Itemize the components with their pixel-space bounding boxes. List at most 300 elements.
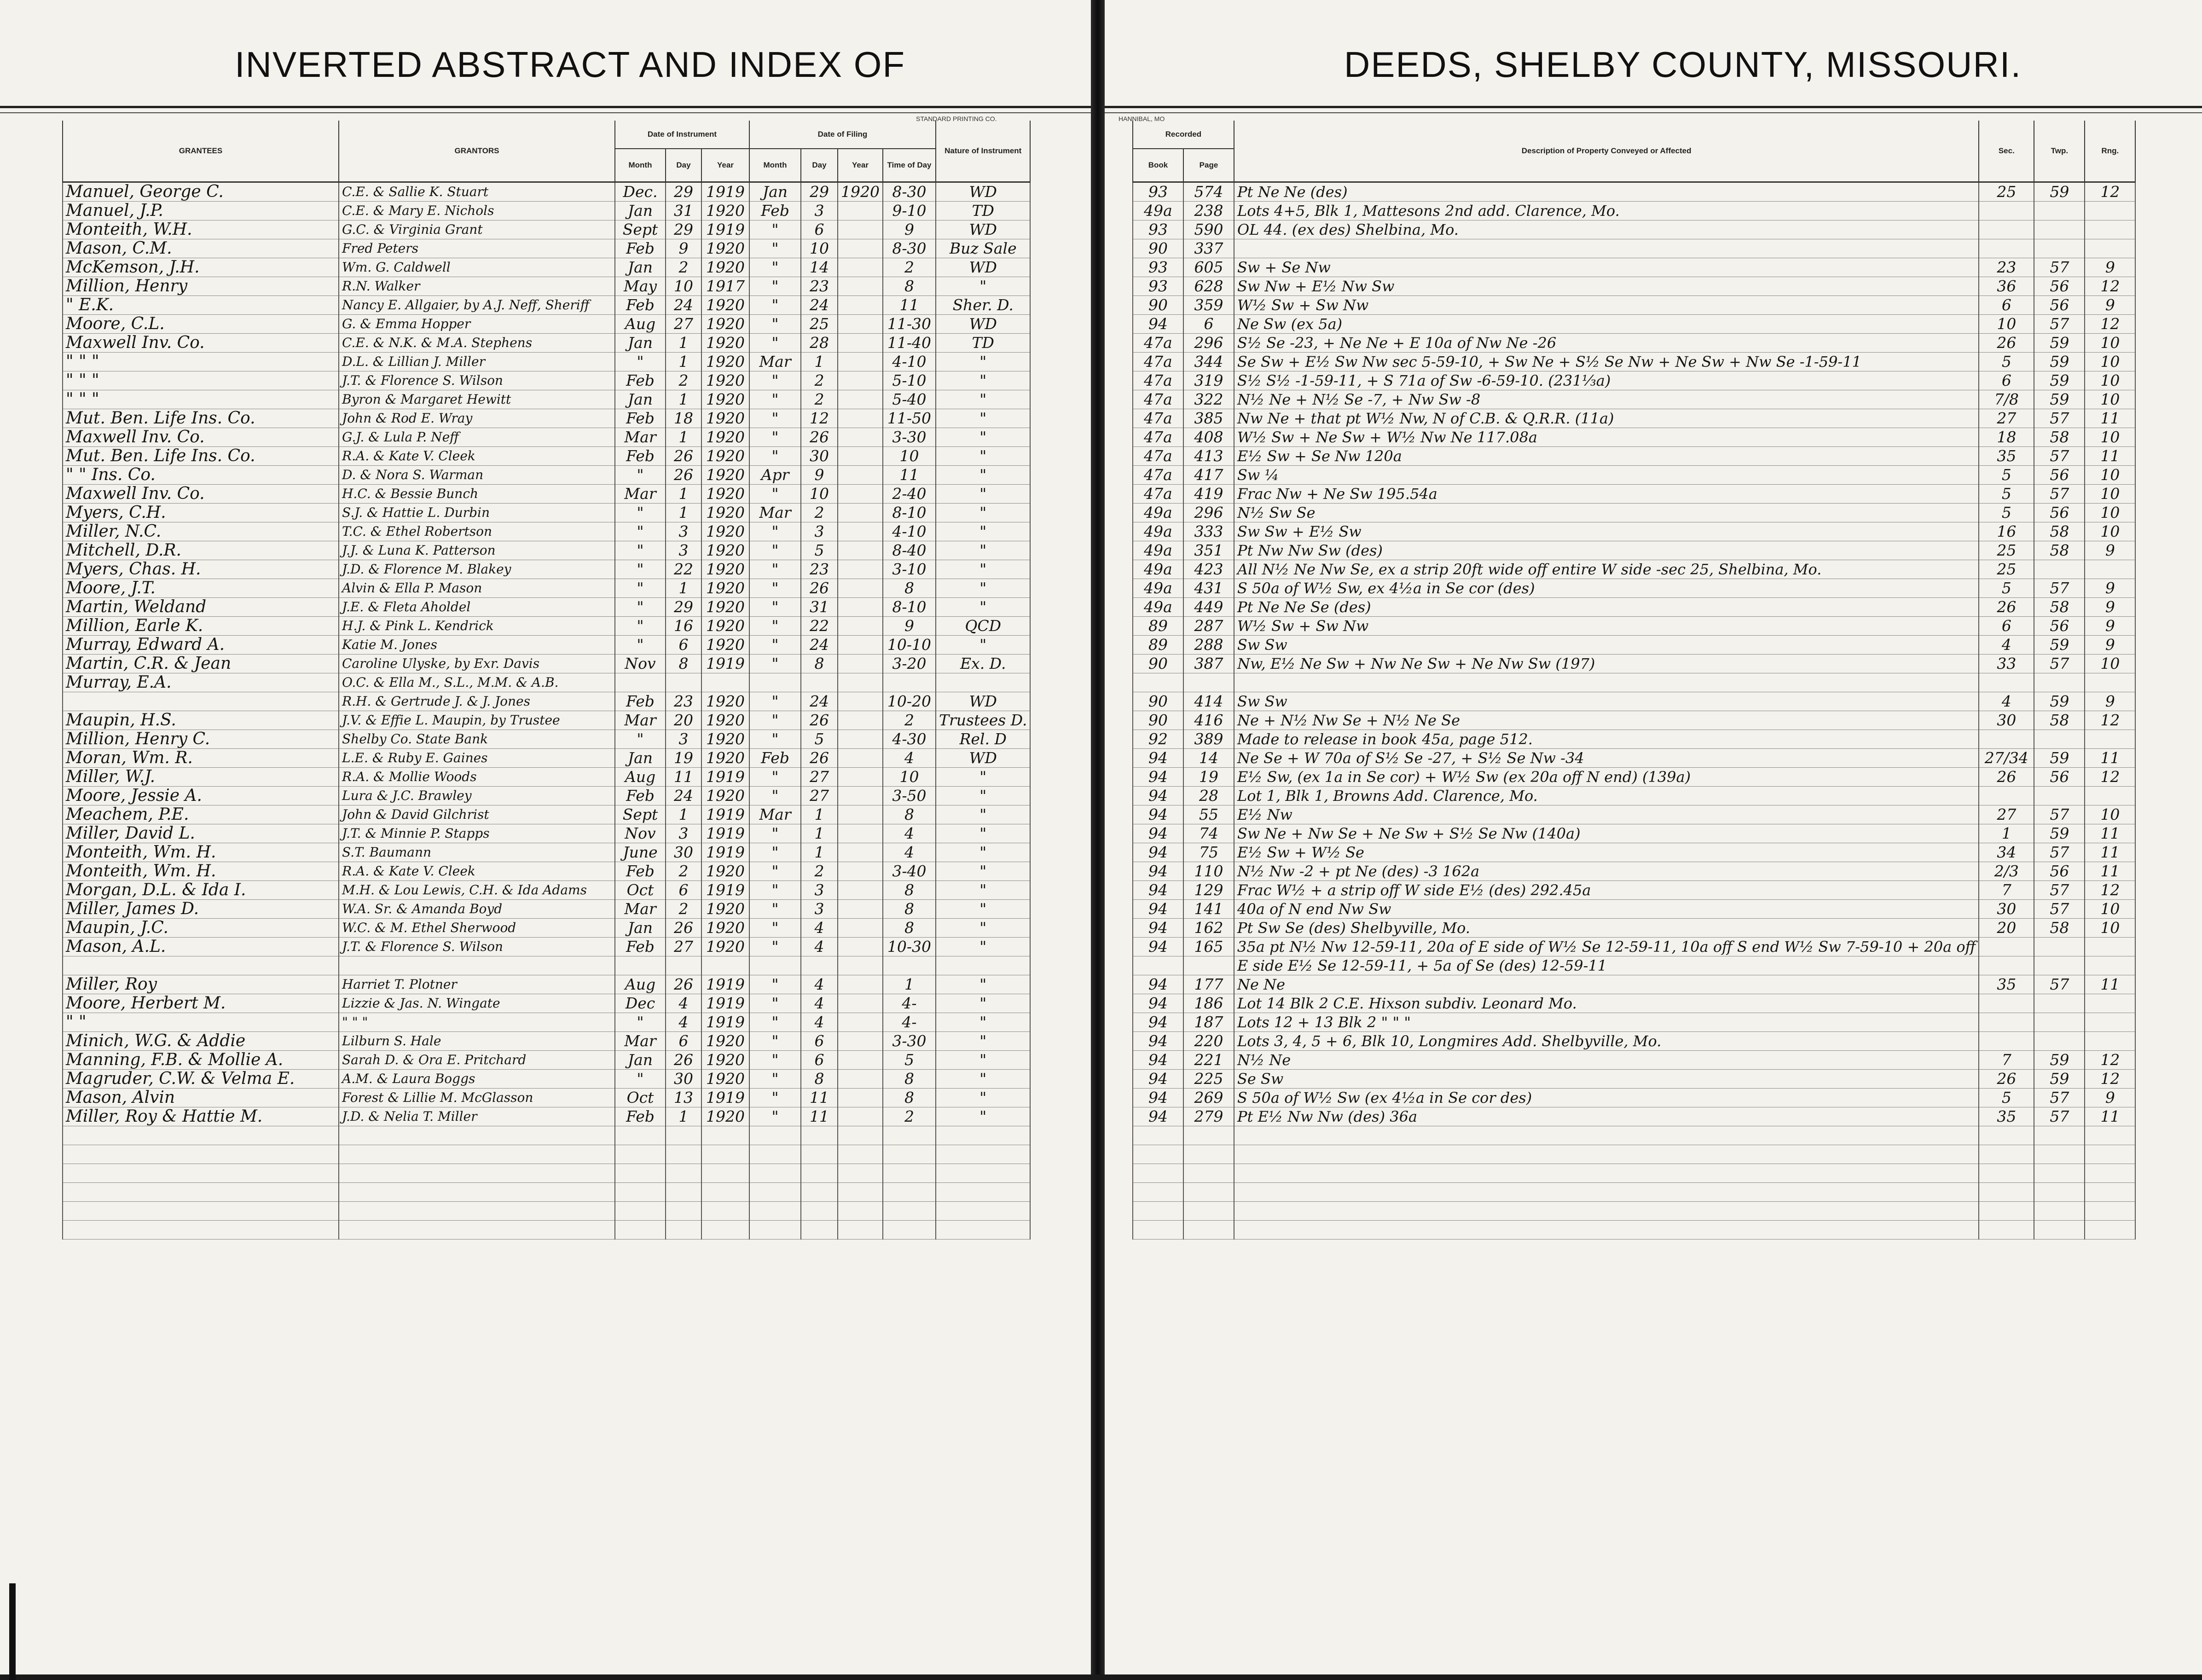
rng-cell: 10: [2085, 428, 2135, 447]
time-of-day-cell: 10: [883, 768, 936, 787]
filing-day-cell: 2: [801, 371, 838, 390]
page-cell: 162: [1183, 919, 1234, 938]
description-cell: Lots 12 + 13 Blk 2 " " ": [1234, 1013, 1979, 1032]
grantor-cell: Alvin & Ella P. Mason: [339, 579, 615, 598]
grantee-cell: Moore, Herbert M.: [63, 994, 339, 1013]
filing-year-cell: [838, 673, 883, 692]
time-of-day-cell: 5-10: [883, 371, 936, 390]
twp-cell: 57: [2034, 1089, 2085, 1107]
page-cell: 187: [1183, 1013, 1234, 1032]
book-cell: 93: [1133, 220, 1183, 239]
book-cell: 93: [1133, 258, 1183, 277]
filing-year-cell: [838, 447, 883, 466]
grantor-cell: Harriet T. Plotner: [339, 975, 615, 994]
nature-cell: ": [936, 1051, 1031, 1070]
rng-cell: [2085, 730, 2135, 749]
filing-year-cell: [838, 768, 883, 787]
blank-cell: [615, 1202, 666, 1221]
grantors-header: GRANTORS: [339, 121, 615, 182]
sec-cell: [1979, 1032, 2034, 1051]
ledger-row-left: [63, 711, 1030, 730]
grantor-cell: L.E. & Ruby E. Gaines: [339, 749, 615, 768]
filing-day-cell: 5: [801, 730, 838, 749]
page-cell: 417: [1183, 466, 1234, 485]
book-cell: 94: [1133, 900, 1183, 919]
sec-cell: 2/3: [1979, 862, 2034, 881]
time-of-day-cell: 11: [883, 296, 936, 315]
rng-cell: 9: [2085, 617, 2135, 636]
blank-cell: [63, 1183, 339, 1202]
blank-cell: [749, 1164, 801, 1183]
filing-year-cell: [838, 881, 883, 900]
page-cell: 110: [1183, 862, 1234, 881]
nature-cell: ": [936, 636, 1031, 655]
book-cell: 49a: [1133, 522, 1183, 541]
time-of-day-cell: 8: [883, 579, 936, 598]
blank-cell: [1133, 1145, 1183, 1164]
blank-cell: [936, 1126, 1031, 1145]
grantor-cell: J.J. & Luna K. Patterson: [339, 541, 615, 560]
nature-cell: ": [936, 466, 1031, 485]
instrument-day-cell: 24: [666, 296, 701, 315]
instrument-year-cell: 1920: [701, 428, 749, 447]
page-cell: 75: [1183, 843, 1234, 862]
filing-year-cell: [838, 919, 883, 938]
description-cell: Lot 14 Blk 2 C.E. Hixson subdiv. Leonard Mo.: [1234, 994, 1979, 1013]
description-cell: W½ Sw + Sw Nw: [1234, 296, 1979, 315]
description-cell: [1234, 239, 1979, 258]
grantor-cell: Shelby Co. State Bank: [339, 730, 615, 749]
sec-cell: 30: [1979, 711, 2034, 730]
filing-day-cell: 11: [801, 1107, 838, 1126]
ledger-row-right: [1133, 353, 2135, 371]
instrument-year-cell: 1920: [701, 711, 749, 730]
ledger-row-right: [1133, 1013, 2135, 1032]
instrument-month-cell: Jan: [615, 919, 666, 938]
twp-cell: [2034, 560, 2085, 579]
blank-cell: [701, 1164, 749, 1183]
filing-month-cell: [749, 673, 801, 692]
grantor-cell: C.E. & Mary E. Nichols: [339, 202, 615, 220]
instrument-year-cell: 1920: [701, 315, 749, 334]
rng-header: Rng.: [2085, 121, 2135, 182]
instrument-day-cell: 19: [666, 749, 701, 768]
ledger-row-left: [63, 730, 1030, 749]
time-of-day-cell: 11-40: [883, 334, 936, 353]
book-cell: 94: [1133, 1089, 1183, 1107]
blank-cell: [339, 1183, 615, 1202]
filing-month-cell: Feb: [749, 202, 801, 220]
instrument-year-cell: 1920: [701, 730, 749, 749]
page-cell: 337: [1183, 239, 1234, 258]
rng-cell: 11: [2085, 862, 2135, 881]
nature-cell: Rel. D: [936, 730, 1031, 749]
filing-year-cell: [838, 220, 883, 239]
filing-month-cell: ": [749, 428, 801, 447]
ledger-row-left: [63, 975, 1030, 994]
instrument-year-cell: 1919: [701, 182, 749, 202]
twp-cell: 57: [2034, 1107, 2085, 1126]
instrument-month-cell: Aug: [615, 315, 666, 334]
filing-day-cell: 26: [801, 428, 838, 447]
filing-month-cell: ": [749, 371, 801, 390]
grantor-cell: D.L. & Lillian J. Miller: [339, 353, 615, 371]
grantor-cell: G.J. & Lula P. Neff: [339, 428, 615, 447]
filing-year-cell: [838, 1107, 883, 1126]
instrument-month-cell: Mar: [615, 900, 666, 919]
blank-cell: [2034, 1202, 2085, 1221]
filing-month-cell: Mar: [749, 504, 801, 522]
nature-cell: [936, 673, 1031, 692]
description-cell: E½ Sw, (ex 1a in Se cor) + W½ Sw (ex 20a off N end) (139a): [1234, 768, 1979, 787]
instrument-day-cell: 2: [666, 258, 701, 277]
blank-cell: [1234, 1221, 1979, 1240]
nature-cell: TD: [936, 334, 1031, 353]
time-of-day-cell: 10-30: [883, 938, 936, 956]
instrument-day-cell: 18: [666, 409, 701, 428]
blank-cell: [339, 1126, 615, 1145]
time-of-day-cell: 9-10: [883, 202, 936, 220]
instrument-month-cell: ": [615, 636, 666, 655]
grantor-cell: W.C. & M. Ethel Sherwood: [339, 919, 615, 938]
blank-cell: [701, 1202, 749, 1221]
ledger-row-left: [63, 919, 1030, 938]
ledger-row-left: [63, 1107, 1030, 1126]
grantor-cell: R.A. & Kate V. Cleek: [339, 862, 615, 881]
ledger-row-right: [1133, 730, 2135, 749]
filing-day-cell: 25: [801, 315, 838, 334]
twp-cell: 58: [2034, 598, 2085, 617]
book-cell: 90: [1133, 692, 1183, 711]
filing-day-cell: 6: [801, 1051, 838, 1070]
blank-cell: [1133, 1221, 1183, 1240]
ledger-row-left: [63, 900, 1030, 919]
blank-cell: [838, 1145, 883, 1164]
book-cell: 94: [1133, 315, 1183, 334]
book-cell: 94: [1133, 938, 1183, 956]
ledger-row-right: [1133, 956, 2135, 975]
time-of-day-cell: 8-30: [883, 239, 936, 258]
sec-cell: 1: [1979, 824, 2034, 843]
grantee-cell: Miller, Roy: [63, 975, 339, 994]
time-of-day-cell: 8-10: [883, 504, 936, 522]
sec-cell: 18: [1979, 428, 2034, 447]
ledger-row-right: [1133, 598, 2135, 617]
rng-cell: [2085, 956, 2135, 975]
description-cell: Frac Nw + Ne Sw 195.54a: [1234, 485, 1979, 504]
nature-cell: ": [936, 277, 1031, 296]
grantor-cell: J.D. & Florence M. Blakey: [339, 560, 615, 579]
blank-cell: [339, 1145, 615, 1164]
description-cell: Sw Sw + E½ Sw: [1234, 522, 1979, 541]
description-cell: W½ Sw + Sw Nw: [1234, 617, 1979, 636]
instrument-year-cell: 1919: [701, 975, 749, 994]
grantee-cell: Mason, Alvin: [63, 1089, 339, 1107]
book-cell: 90: [1133, 711, 1183, 730]
page-cell: 423: [1183, 560, 1234, 579]
sec-cell: [1979, 202, 2034, 220]
sec-cell: 4: [1979, 636, 2034, 655]
filing-year-cell: [838, 353, 883, 371]
sec-cell: 5: [1979, 504, 2034, 522]
rng-cell: [2085, 1032, 2135, 1051]
twp-cell: 59: [2034, 1070, 2085, 1089]
ledger-row-right: [1133, 994, 2135, 1013]
book-cell: 94: [1133, 975, 1183, 994]
grantee-cell: McKemson, J.H.: [63, 258, 339, 277]
ledger-row-right: [1133, 843, 2135, 862]
blank-row: [1133, 1183, 2135, 1202]
ledger-row-right: [1133, 824, 2135, 843]
filing-year-cell: [838, 315, 883, 334]
book-cell: 94: [1133, 749, 1183, 768]
description-cell: Ne Se + W 70a of S½ Se -27, + S½ Se Nw -34: [1234, 749, 1979, 768]
grantor-cell: A.M. & Laura Boggs: [339, 1070, 615, 1089]
sec-cell: 27: [1979, 409, 2034, 428]
description-cell: E½ Sw + W½ Se: [1234, 843, 1979, 862]
sec-cell: 26: [1979, 768, 2034, 787]
instrument-month-cell: Aug: [615, 768, 666, 787]
time-of-day-cell: 5-40: [883, 390, 936, 409]
instrument-month-cell: Jan: [615, 390, 666, 409]
grantee-cell: " " Ins. Co.: [63, 466, 339, 485]
filing-day-cell: 31: [801, 598, 838, 617]
book-cell: 89: [1133, 617, 1183, 636]
grantee-cell: [63, 692, 339, 711]
grantee-cell: Moore, C.L.: [63, 315, 339, 334]
header-rule-thin: [0, 112, 1091, 113]
filing-month-cell: ": [749, 617, 801, 636]
grantee-cell: Mason, A.L.: [63, 938, 339, 956]
rng-cell: 9: [2085, 258, 2135, 277]
book-cell: 47a: [1133, 371, 1183, 390]
description-cell: S 50a of W½ Sw (ex 4½a in Se cor des): [1234, 1089, 1979, 1107]
book-gutter: [1091, 0, 1105, 1674]
time-of-day-cell: 3-30: [883, 1032, 936, 1051]
blank-row: [1133, 1126, 2135, 1145]
instrument-month-cell: Jan: [615, 258, 666, 277]
filing-year-cell: [838, 579, 883, 598]
rng-cell: 11: [2085, 1107, 2135, 1126]
filing-month-cell: ": [749, 1070, 801, 1089]
ledger-row-left: [63, 315, 1030, 334]
ledger-row-right: [1133, 711, 2135, 730]
filing-day-cell: 26: [801, 749, 838, 768]
ledger-row-left: [63, 768, 1030, 787]
filing-month-cell: ": [749, 485, 801, 504]
description-header: Description of Property Conveyed or Affected: [1234, 121, 1979, 182]
ledger-row-left: [63, 1051, 1030, 1070]
instrument-day-cell: 27: [666, 938, 701, 956]
filing-day-cell: 29: [801, 182, 838, 202]
filing-day-cell: 2: [801, 390, 838, 409]
filing-year-cell: [838, 730, 883, 749]
page-cell: 344: [1183, 353, 1234, 371]
nature-cell: ": [936, 504, 1031, 522]
instrument-day-cell: 1: [666, 1107, 701, 1126]
rng-cell: [2085, 220, 2135, 239]
instrument-day-cell: 6: [666, 636, 701, 655]
instrument-year-cell: 1920: [701, 617, 749, 636]
grantees-header: GRANTEES: [63, 121, 339, 182]
sec-cell: 30: [1979, 900, 2034, 919]
instrument-year-cell: 1919: [701, 768, 749, 787]
nature-cell: ": [936, 862, 1031, 881]
instrument-day-cell: 29: [666, 220, 701, 239]
filing-year-cell: [838, 334, 883, 353]
rng-cell: 12: [2085, 1051, 2135, 1070]
grantee-cell: " E.K.: [63, 296, 339, 315]
book-cell: 47a: [1133, 390, 1183, 409]
date-instrument-header: Date of Instrument: [615, 121, 749, 149]
grantee-cell: Minich, W.G. & Addie: [63, 1032, 339, 1051]
instrument-year-cell: 1919: [701, 994, 749, 1013]
grantor-cell: H.J. & Pink L. Kendrick: [339, 617, 615, 636]
rng-cell: [2085, 994, 2135, 1013]
rng-cell: 11: [2085, 409, 2135, 428]
description-cell: Sw ¼: [1234, 466, 1979, 485]
description-cell: E½ Nw: [1234, 805, 1979, 824]
instrument-year-cell: 1920: [701, 1051, 749, 1070]
description-cell: Nw, E½ Ne Sw + Nw Ne Sw + Ne Nw Sw (197): [1234, 655, 1979, 673]
filing-year-cell: [838, 938, 883, 956]
ledger-row-right: [1133, 862, 2135, 881]
filing-day-cell: 5: [801, 541, 838, 560]
ledger-row-left: [63, 296, 1030, 315]
sec-cell: [1979, 938, 2034, 956]
filing-day-cell: 6: [801, 220, 838, 239]
blank-cell: [339, 1221, 615, 1240]
rng-cell: [2085, 202, 2135, 220]
grantee-cell: Martin, C.R. & Jean: [63, 655, 339, 673]
filing-year-cell: [838, 692, 883, 711]
ledger-row-right: [1133, 1032, 2135, 1051]
filing-month-cell: ": [749, 711, 801, 730]
book-cell: 47a: [1133, 353, 1183, 371]
ledger-row-right: [1133, 239, 2135, 258]
description-cell: E side E½ Se 12-59-11, + 5a of Se (des) 12-59-11: [1234, 956, 1979, 975]
grantee-cell: Mut. Ben. Life Ins. Co.: [63, 409, 339, 428]
instrument-year-cell: 1920: [701, 900, 749, 919]
sec-cell: 7: [1979, 881, 2034, 900]
instrument-year-cell: 1920: [701, 938, 749, 956]
filing-day-cell: 24: [801, 692, 838, 711]
filing-month-cell: ": [749, 541, 801, 560]
instrument-day-cell: 1: [666, 353, 701, 371]
instrument-day-cell: 31: [666, 202, 701, 220]
blank-row: [1133, 1164, 2135, 1183]
ledger-row-right: [1133, 560, 2135, 579]
grantor-cell: J.D. & Nelia T. Miller: [339, 1107, 615, 1126]
nature-cell: ": [936, 541, 1031, 560]
instrument-year-cell: 1920: [701, 692, 749, 711]
instrument-day-cell: 3: [666, 541, 701, 560]
ledger-row-left: [63, 560, 1030, 579]
instrument-month-header: Month: [615, 149, 666, 182]
grantor-cell: R.N. Walker: [339, 277, 615, 296]
instrument-year-cell: 1920: [701, 504, 749, 522]
page-cell: 408: [1183, 428, 1234, 447]
grantee-cell: Miller, James D.: [63, 900, 339, 919]
blank-cell: [615, 1145, 666, 1164]
filing-day-cell: [801, 673, 838, 692]
blank-cell: [1133, 1183, 1183, 1202]
nature-cell: ": [936, 428, 1031, 447]
filing-day-cell: 1: [801, 805, 838, 824]
instrument-year-cell: 1920: [701, 579, 749, 598]
page-cell: 351: [1183, 541, 1234, 560]
instrument-month-cell: Feb: [615, 1107, 666, 1126]
instrument-year-header: Year: [701, 149, 749, 182]
instrument-month-cell: ": [615, 598, 666, 617]
rng-cell: 12: [2085, 182, 2135, 202]
grantor-cell: J.E. & Fleta Aholdel: [339, 598, 615, 617]
instrument-day-cell: 20: [666, 711, 701, 730]
nature-cell: ": [936, 1070, 1031, 1089]
filing-year-cell: [838, 956, 883, 975]
description-cell: Se Sw + E½ Sw Nw sec 5-59-10, + Sw Ne + S½ Se Nw + Ne Sw + Nw Se -1-59-11: [1234, 353, 1979, 371]
filing-day-cell: 6: [801, 1032, 838, 1051]
ledger-row-left: [63, 579, 1030, 598]
ledger-row-right: [1133, 938, 2135, 956]
filing-month-cell: ": [749, 579, 801, 598]
instrument-month-cell: ": [615, 579, 666, 598]
grantor-cell: Byron & Margaret Hewitt: [339, 390, 615, 409]
description-cell: N½ Ne + N½ Se -7, + Nw Sw -8: [1234, 390, 1979, 409]
description-cell: Nw Ne + that pt W½ Nw, N of C.B. & Q.R.R. (11a): [1234, 409, 1979, 428]
left-entries: [63, 182, 1030, 1240]
blank-cell: [666, 1164, 701, 1183]
ledger-row-right: [1133, 220, 2135, 239]
instrument-day-cell: 2: [666, 862, 701, 881]
sec-cell: [1979, 673, 2034, 692]
grantor-cell: J.T. & Florence S. Wilson: [339, 938, 615, 956]
book-cell: 47a: [1133, 466, 1183, 485]
ledger-row-right: [1133, 768, 2135, 787]
ledger-row-right: [1133, 1107, 2135, 1126]
grantee-cell: Maxwell Inv. Co.: [63, 334, 339, 353]
nature-cell: WD: [936, 182, 1031, 202]
ledger-row-left: [63, 598, 1030, 617]
ledger-row-left: [63, 1089, 1030, 1107]
grantee-cell: " ": [63, 1013, 339, 1032]
instrument-year-cell: 1920: [701, 447, 749, 466]
book-header: Book: [1133, 149, 1183, 182]
twp-cell: 57: [2034, 881, 2085, 900]
ledger-row-left: [63, 447, 1030, 466]
ledger-row-left: [63, 522, 1030, 541]
page-cell: 177: [1183, 975, 1234, 994]
instrument-year-cell: 1919: [701, 805, 749, 824]
blank-cell: [883, 1221, 936, 1240]
instrument-year-cell: 1920: [701, 202, 749, 220]
rng-cell: 9: [2085, 541, 2135, 560]
instrument-year-cell: [701, 673, 749, 692]
book-cell: 47a: [1133, 409, 1183, 428]
instrument-month-cell: ": [615, 560, 666, 579]
instrument-day-cell: 9: [666, 239, 701, 258]
rng-cell: [2085, 673, 2135, 692]
filing-month-cell: Apr: [749, 466, 801, 485]
blank-cell: [749, 1183, 801, 1202]
description-cell: S½ Se -23, + Ne Ne + E 10a of Nw Ne -26: [1234, 334, 1979, 353]
instrument-year-cell: 1920: [701, 466, 749, 485]
filing-year-cell: [838, 862, 883, 881]
filing-year-cell: [838, 296, 883, 315]
instrument-month-cell: Feb: [615, 371, 666, 390]
description-cell: Made to release in book 45a, page 512.: [1234, 730, 1979, 749]
page-cell: 14: [1183, 749, 1234, 768]
